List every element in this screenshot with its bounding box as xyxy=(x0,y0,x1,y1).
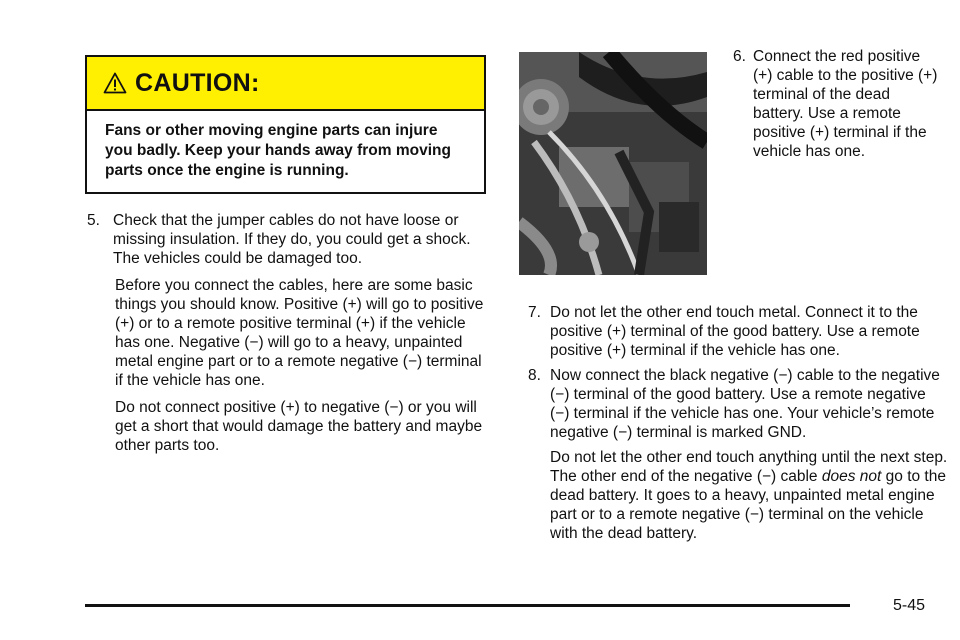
footer-rule xyxy=(85,604,850,607)
step-text: Check that the jumper cables do not have loose or missing insulation. If they do, you could get a shock. The vehicles could be damaged too. xyxy=(113,212,471,267)
short-warning-paragraph: Do not connect positive (+) to negative (−) or you will get a short that would damage the battery and maybe other parts too. xyxy=(115,399,483,454)
caution-box xyxy=(85,55,486,194)
step-6 xyxy=(733,47,938,161)
step-6-section xyxy=(733,47,938,161)
negative-cable-paragraph xyxy=(528,448,948,543)
step-5-section xyxy=(87,211,492,455)
step-number: 5. xyxy=(87,212,100,229)
page-number: 5-45 xyxy=(893,597,926,614)
steps-7-8-section xyxy=(528,303,948,543)
paragraph-text: go to the dead battery. It goes to a heavy, unpainted metal engine part or to a remote negative (−) terminal on the vehicle with the dead battery. xyxy=(550,468,946,542)
cable-basics-paragraph: Before you connect the cables, here are some basic things you should know. Positive (+) will go to positive (+) or to a remote positive terminal (+) if the vehicle has one. Negative (−) will go to a heavy, unpainted metal engine part or to a remote negative (−) terminal if the vehicle has one. xyxy=(115,277,484,389)
step-number: 6. xyxy=(733,48,746,65)
caution-header xyxy=(87,57,484,111)
step-text: Connect the red positive (+) cable to the positive (+) terminal of the dead battery. Use a remote positive (+) terminal if the vehicle has one. xyxy=(753,48,938,160)
paragraph-text: Do not let the other end touch anything until the next step. The other end of the negative (−) cable xyxy=(550,449,948,485)
warning-triangle-icon xyxy=(103,72,127,94)
step-number: 7. xyxy=(528,304,541,321)
step-7 xyxy=(528,303,948,360)
emphasis-text: does not xyxy=(821,468,882,485)
step-8 xyxy=(528,366,948,442)
caution-title: CAUTION: xyxy=(135,68,260,97)
step-text: Do not let the other end touch metal. Connect it to the positive (+) terminal of the good battery. Use a remote positive (+) terminal if the vehicle has one. xyxy=(550,304,920,359)
step-text: Now connect the black negative (−) cable to the negative (−) terminal of the good battery. Use a remote negative (−) terminal if the vehicle has one. Your vehicle’s remote negative (−) terminal is marked GND. xyxy=(550,367,940,441)
caution-text: Fans or other moving engine parts can injure you badly. Keep your hands away from moving parts once the engine is running. xyxy=(105,122,451,179)
engine-jumper-cable-photo xyxy=(519,52,707,275)
step-number: 8. xyxy=(528,367,541,384)
step-5 xyxy=(87,211,492,268)
